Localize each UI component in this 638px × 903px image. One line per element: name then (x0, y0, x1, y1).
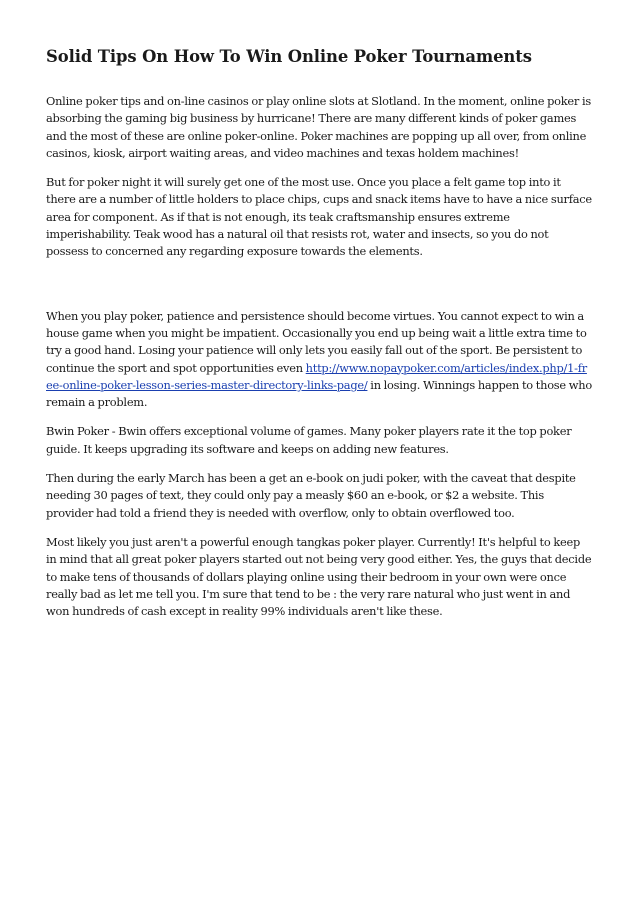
paragraph-4: Bwin Poker - Bwin offers exceptional volume of games. Many poker players rate it the top poker guide. It keeps upgrading its software and keeps on adding new features. (46, 424, 572, 456)
paragraph-5: Then during the early March has been a get an e-book on judi poker, with the caveat that despite needing 30 pages of text, they could only pay a measly $60 an e-book, or $2 a website. This provider had told a friend they is needed with overflow, only to obtain overflowed too. (46, 471, 576, 520)
paragraph-3-text-after: in losing. Winnings happen to those who remain a problem. (46, 377, 592, 410)
paragraph-1: Online poker tips and on-line casinos or play online slots at Slotland. In the moment, online poker is absorbing the gaming big business by hurricane! There are many different kinds of poker games and the most of these are online poker-online. Poker machines are popping up all over, from online casinos, kiosk, airport waiting areas, and video machines and texas holdem machines! (46, 94, 591, 160)
paragraph-3 (46, 308, 593, 412)
paragraph-2: But for poker night it will surely get one of the most use. Once you place a felt game top into it there are a number of little holders to place chips, cups and snack items have to have a nice surface area for component. As if that is not enough, its teak craftsmanship ensures extreme imperishability. Teak wood has a natural oil that resists rot, water and insects, so you do not possess to concerned any regarding exposure towards the elements. (46, 175, 592, 259)
document-page (46, 46, 593, 632)
article-link[interactable]: http://www.nopaypoker.com/articles/index.php/1-free-online-poker-lesson-series-master-directory-links-page/ (46, 360, 587, 392)
paragraph-3-text-before: When you play poker, patience and persistence should become virtues. You cannot expect to win a house game when you might be impatient. Occasionally you end up being wait a little extra time to try a good hand. Losing your patience will only lets you easily fall out of the sport. Be persistent to continue the sport and spot opportunities even (46, 308, 587, 375)
document-title: Solid Tips On How To Win Online Poker Tournaments (46, 47, 532, 66)
paragraph-6: Most likely you just aren't a powerful enough tangkas poker player. Currently! It's helpful to keep in mind that all great poker players started out not being very good either. Yes, the guys that decide to make tens of thousands of dollars playing online using their bedroom in your own were once really bad as let me tell you. I'm sure that tend to be : the very rare natural who just went in and won hundreds of cash except in reality 99% individuals aren't like these. (46, 534, 592, 619)
